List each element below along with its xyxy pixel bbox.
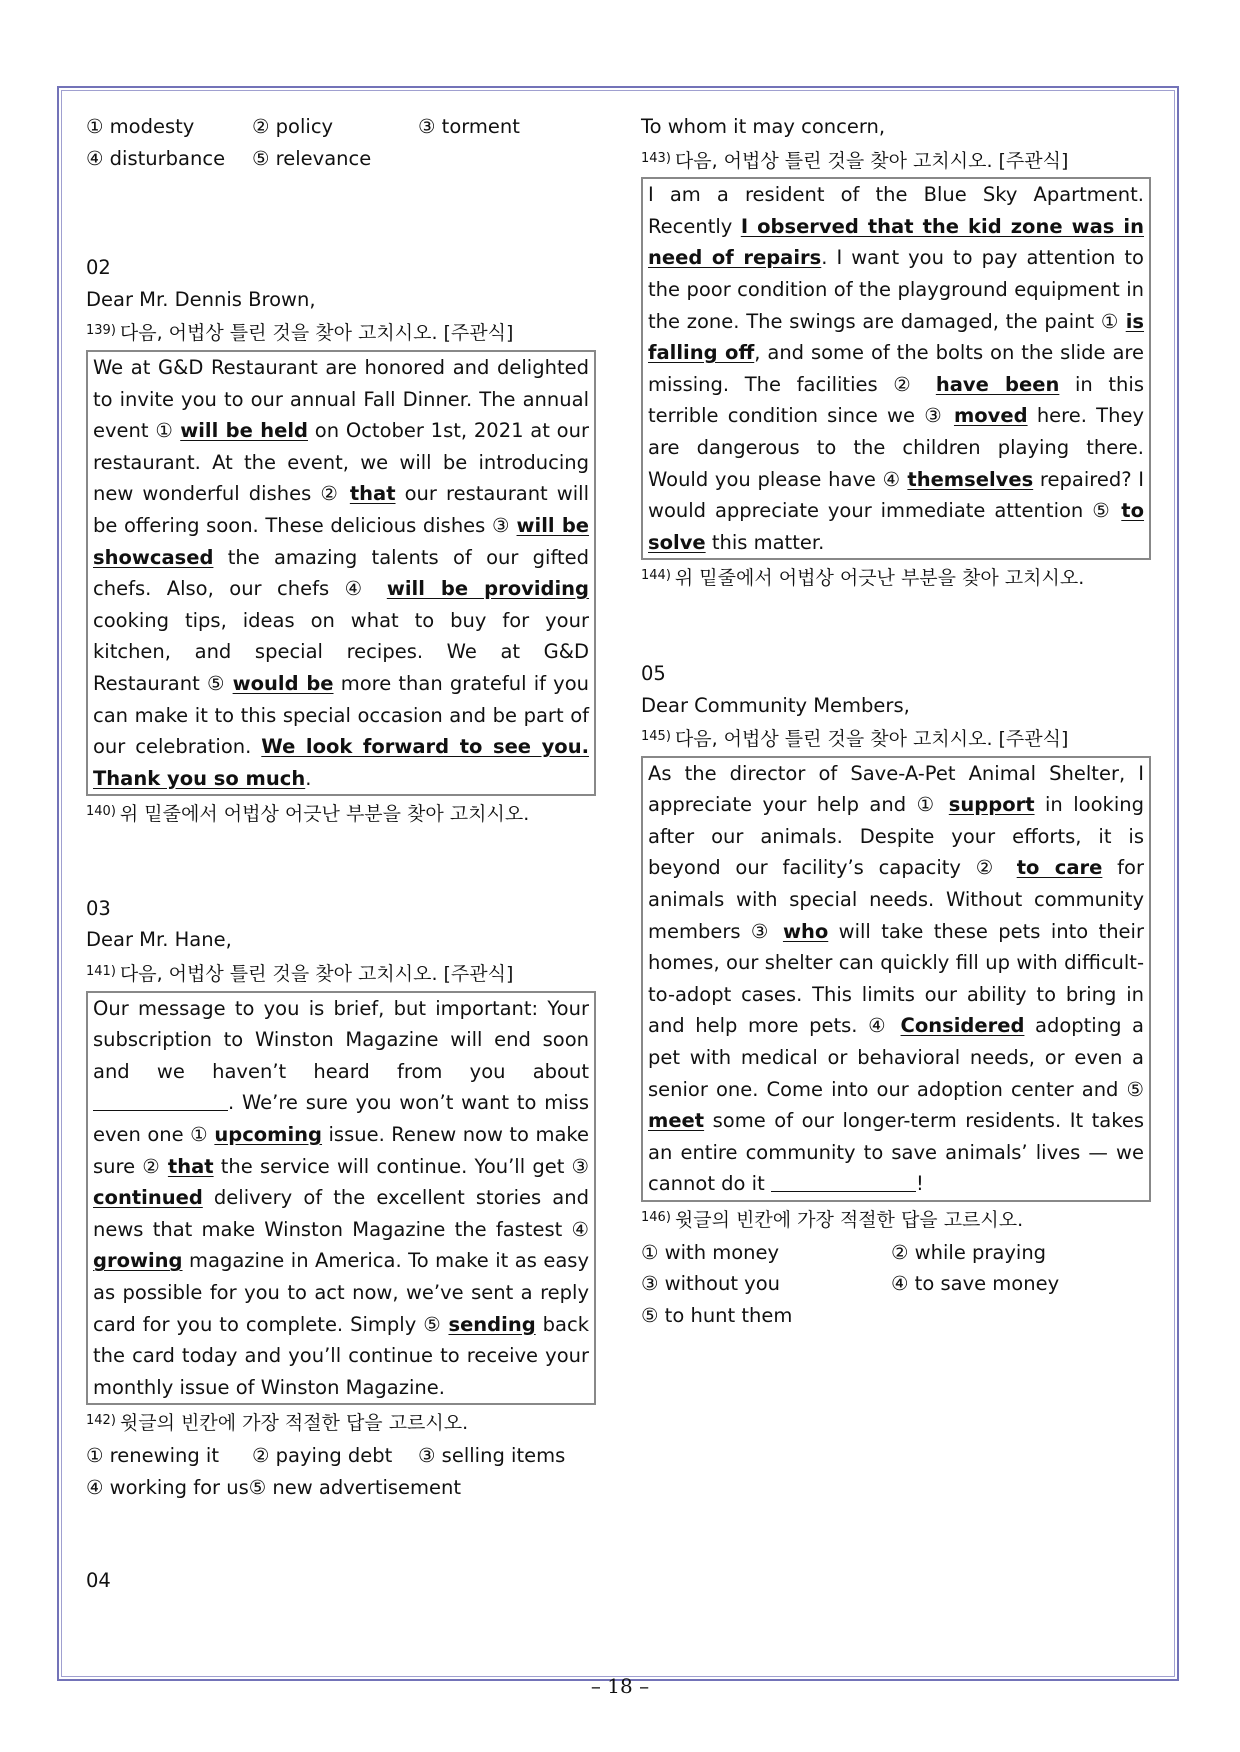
question-139: $^{139)}$ 다음, 어법상 틀린 것을 찾아 고치시오. [주관식] [86,322,514,345]
letter-greeting: Dear Community Members, [641,693,910,717]
question-146: $^{146)}$ 윗글의 빈칸에 가장 적절한 답을 고르시오. [641,1209,1024,1231]
left-column [86,111,596,1597]
question-145: $^{145)}$ 다음, 어법상 틀린 것을 찾아 고치시오. [주관식] [641,728,1069,751]
section-number-03: 03 [86,896,111,920]
question-141: $^{141)}$ 다음, 어법상 틀린 것을 찾아 고치시오. [주관식] [86,963,514,986]
answer-blank[interactable] [771,1171,916,1192]
options-row-1 [86,1440,596,1472]
passage-05: As the director of Save-A-Pet Animal Shelter, I appreciate your help and ① support in looking after our animals. Despite your efforts, it is beyond our facility’s capacity ② to care for animals with special needs. Without community members ③ who will take these pets into their homes, our shelter can quickly fill up with difficult-to-adopt cases. This limits our ability to bring in and help more pets. ④ Considered adopting a pet with medical or behavioral needs, or even a senior one. Come into our adoption center and ⑤ meet some of our longer-term residents. It takes an entire community to save animals’ lives — we cannot do it ! [641,756,1151,1202]
passage-04: I am a resident of the Blue Sky Apartment. Recently I observed that the kid zone was in need of repairs. I want you to pay attention to the poor condition of the playground equipment in the zone. The swings are damaged, the paint ① is falling off, and some of the bolts on the slide are missing. The facilities ② have been in this terrible condition since we ③ moved here. They are dangerous to the children playing there. Would you please have ④ themselves repaired? I would appreciate your immediate attention ⑤ to solve this matter. [641,177,1151,560]
answer-blank[interactable] [93,1090,228,1111]
options-row-1 [641,1237,1151,1269]
option-1[interactable]: ① with money [641,1240,780,1264]
option-2[interactable]: ② policy [252,115,334,138]
letter-salutation: To whom it may concern, [641,115,886,138]
section-number-04: 04 [86,1569,111,1593]
option-3[interactable]: ③ selling items [418,1443,566,1467]
question-140: $^{140)}$ 위 밑줄에서 어법상 어긋난 부분을 찾아 고치시오. [86,803,530,826]
option-1[interactable]: ① renewing it [86,1443,219,1467]
section-number-02: 02 [86,256,111,280]
section-number-05: 05 [641,661,666,685]
question-143: $^{143)}$ 다음, 어법상 틀린 것을 찾아 고치시오. [주관식] [641,149,1069,172]
page-number: – 18 – [590,1674,650,1698]
option-4[interactable]: ④ disturbance [86,146,226,170]
options-row-1 [86,111,596,143]
option-4[interactable]: ④ to save money [891,1272,1060,1296]
option-4-5[interactable]: ④ working for us⑤ new advertisement [86,1475,462,1499]
option-5[interactable]: ⑤ to hunt them [641,1303,793,1327]
option-2[interactable]: ② while praying [891,1240,1047,1264]
option-2[interactable]: ② paying debt [252,1443,393,1467]
options-row-2 [86,143,596,175]
letter-greeting: Dear Mr. Hane, [86,928,232,952]
passage-03: Our message to you is brief, but important: Your subscription to Winston Magazine will end soon and we haven’t heard from you about . We’re sure you won’t want to miss even one ① upcoming issue. Renew now to make sure ② that the service will continue. You’ll get ③ continued delivery of the excellent stories and news that make Winston Magazine the fastest ④ growing magazine in America. To make it as easy as possible for you to act now, we’ve sent a reply card for you to complete. Simply ⑤ sending back the card today and you’ll continue to receive your monthly issue of Winston Magazine. [86,991,596,1406]
option-3[interactable]: ③ without you [641,1272,781,1296]
passage-02: We at G&D Restaurant are honored and delighted to invite you to our annual Fall Dinner. The annual event ① will be held on October 1st, 2021 at our restaurant. At the event, we will be introducing new wonderful dishes ② that our restaurant will be offering soon. These delicious dishes ③ will be showcased the amazing talents of our gifted chefs. Also, our chefs ④ will be providing cooking tips, ideas on what to buy for your kitchen, and special recipes. We at G&D Restaurant ⑤ would be more than grateful if you can make it to this special occasion and be part of our celebration. We look forward to see you. Thank you so much. [86,350,596,796]
option-5[interactable]: ⑤ relevance [252,146,372,170]
options-row-3 [641,1300,1151,1332]
option-1[interactable]: ① modesty [86,115,195,138]
options-row-2 [641,1268,1151,1300]
question-144: $^{144)}$ 위 밑줄에서 어법상 어긋난 부분을 찾아 고치시오. [641,567,1085,590]
question-142: $^{142)}$ 윗글의 빈칸에 가장 적절한 답을 고르시오. [86,1412,469,1435]
option-3[interactable]: ③ torment [418,115,520,138]
letter-greeting: Dear Mr. Dennis Brown, [86,287,316,311]
right-column [641,111,1151,1331]
options-row-2 [86,1472,596,1504]
